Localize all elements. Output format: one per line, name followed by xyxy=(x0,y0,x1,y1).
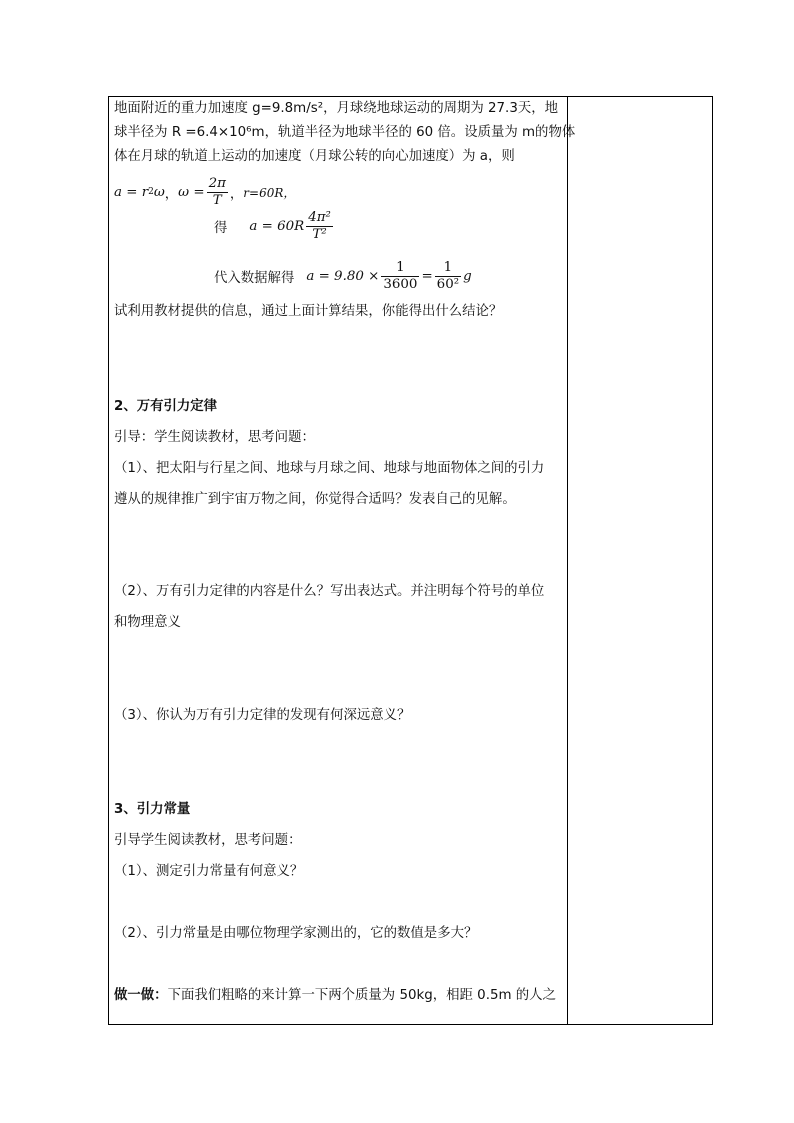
section2-q1-line-2: 遵从的规律推广到宇宙万物之间，你觉得合适吗？发表自己的见解。 xyxy=(114,492,516,507)
intro-line-1: 地面附近的重力加速度 g=9.8m/s²，月球绕地球运动的周期为 27.3天，地 xyxy=(114,101,559,116)
formula-sep-2: ， xyxy=(229,186,244,202)
formula2-numerator: 4π² xyxy=(308,209,331,225)
section2-q3: （3）、你认为万有引力定律的发现有何深远意义？ xyxy=(114,708,411,723)
section3-q1: （1）、测定引力常量有何意义？ xyxy=(114,864,304,879)
formula3-label: 代入数据解得 xyxy=(214,270,295,286)
column-divider xyxy=(567,96,568,1025)
section2-heading: 2、万有引力定律 xyxy=(114,399,218,414)
formula3-numerator-2: 1 xyxy=(443,259,453,275)
formula-result-symbolic xyxy=(214,204,335,248)
formula2-lhs: a = 60R xyxy=(249,218,305,234)
formula3-denominator-2: 60² xyxy=(436,276,460,292)
section2-guide: 引导：学生阅读教材，思考问题： xyxy=(114,430,315,445)
section3-heading: 3、引力常量 xyxy=(114,802,191,817)
formula3-fraction-1 xyxy=(381,260,419,293)
section2-q2-line-2: 和物理意义 xyxy=(114,615,181,630)
omega-denominator: T xyxy=(207,192,228,209)
formula3-denominator-1: 3600 xyxy=(383,276,418,292)
formula3-fraction-2 xyxy=(435,260,461,293)
formula-result-numeric xyxy=(214,254,472,298)
section2-q2-line-1: （2）、万有引力定律的内容是什么？写出表达式。并注明每个符号的单位 xyxy=(114,584,545,599)
formula-sep-1: ， xyxy=(164,186,179,202)
intro-line-3: 体在月球的轨道上运动的加速度（月球公转的向心加速度）为 a，则 xyxy=(114,149,515,164)
formula2-fraction xyxy=(306,210,333,243)
section3-try xyxy=(114,987,556,1005)
question-conclusion: 试利用教材提供的信息，通过上面计算结果，你能得出什么结论？ xyxy=(114,304,503,319)
formula3-numerator-1: 1 xyxy=(396,259,405,275)
formula3-tail: g xyxy=(463,268,472,284)
try-label: 做一做： xyxy=(114,988,168,1003)
section3-guide: 引导学生阅读教材，思考问题： xyxy=(114,833,302,848)
formula2-label: 得 xyxy=(214,220,228,236)
formula-omega: ω xyxy=(153,184,165,200)
omega-lhs: ω = xyxy=(178,184,205,200)
formula2-denominator: T² xyxy=(306,226,333,243)
formula3-equals: = xyxy=(421,268,433,284)
table-frame xyxy=(108,96,713,1025)
formula3-lhs: a = 9.80 × xyxy=(306,268,380,284)
radius-relation: r=60R， xyxy=(243,185,296,200)
section2-q1-line-1: （1）、把太阳与行星之间、地球与月球之间、地球与地面物体之间的引力 xyxy=(114,461,545,476)
intro-line-2: 球半径为 R =6.4×10⁶m，轨道半径为地球半径的 60 倍。设质量为 m的物体 xyxy=(114,125,576,140)
formula-lhs: a = r xyxy=(114,184,149,200)
section3-q2: （2）、引力常量是由哪位物理学家测出的，它的数值是多大？ xyxy=(114,926,478,941)
omega-numerator: 2π xyxy=(208,175,226,191)
formula-exp: 2 xyxy=(148,187,154,197)
try-text: 下面我们粗略的来计算一下两个质量为 50kg，相距 0.5m 的人之 xyxy=(167,988,556,1003)
